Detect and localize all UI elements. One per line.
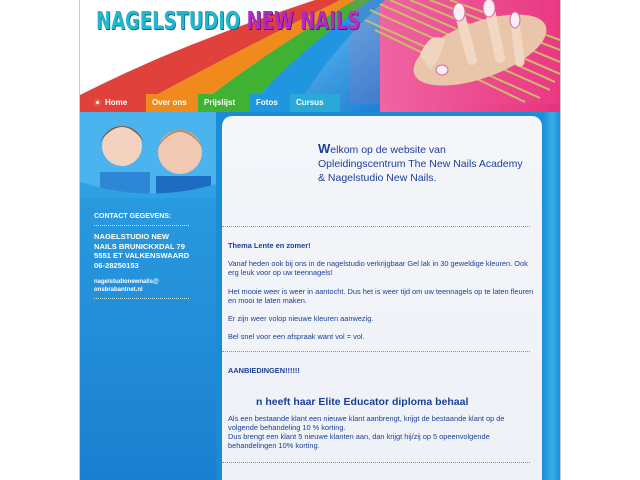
logo-text-nagelstudio: NAGELSTUDIO (96, 6, 241, 35)
nav-over-ons[interactable] (146, 94, 198, 112)
divider (222, 226, 530, 227)
phone-number: 06-28250153 (94, 260, 139, 270)
home-icon (94, 99, 101, 106)
page-container (80, 0, 560, 480)
hand-nails-photo (350, 0, 560, 104)
main-navigation (80, 94, 560, 112)
site-logo (96, 6, 360, 35)
paragraph-appointment: Bel snel voor een afspraak want vol = vol. (228, 332, 365, 341)
right-edge-decoration (542, 112, 560, 480)
divider (94, 298, 189, 299)
divider (222, 462, 530, 463)
paragraph-gel-lak: Vanaf heden ook bij ons in de nagelstudio verkrijgbaar Gel lak in 30 geweldige kleuren. Ook erg leuk voor op uw teennagels! (228, 259, 528, 277)
divider (94, 225, 189, 226)
theme-title: Thema Lente en zomer! (228, 241, 311, 250)
nav-fotos-label: Fotos (256, 98, 278, 107)
content-panel (222, 116, 542, 480)
sidebar-photo (80, 112, 216, 198)
nav-fotos[interactable] (250, 94, 290, 112)
paragraph-weather: Het mooie weer is weer in aantocht. Dus het is weer tijd om uw teennagels op te laten fleuren en mooi te laten maken. (228, 287, 534, 305)
nav-cursus[interactable] (290, 94, 340, 112)
divider (222, 351, 530, 352)
nav-prijslijst-label: Prijslijst (204, 98, 236, 107)
paragraph-colors: Er zijn weer volop nieuwe kleuren aanwezig. (228, 314, 374, 323)
welcome-initial: W (318, 141, 331, 156)
owners-photo (80, 112, 216, 198)
email-link[interactable]: onsbrabantnet.nl (94, 287, 143, 293)
sidebar (80, 112, 216, 480)
offer-text: Als een bestaande klant een nieuwe klant aanbrengt, krijgt de bestaande klant op de volgende behandeling 10 % korting. (228, 414, 505, 432)
nav-home-label: Home (105, 98, 128, 107)
address-line: NAGELSTUDIO NEW (94, 232, 170, 241)
email-link[interactable]: nagelstudionewnails@ (94, 279, 159, 285)
welcome-text: elkom op de website van Opleidingscentrum The New Nails Academy & Nagelstudio New Nails. (318, 144, 523, 184)
offer-text: Dus brengt een klant 5 nieuwe klanten aan, dan krijgt hij/zij op 5 opeenvolgende behandelingen 10% korting. (228, 432, 490, 450)
nav-home[interactable] (88, 94, 146, 112)
nav-cursus-label: Cursus (296, 98, 324, 107)
address-line: 5551 ET VALKENSWAARD (94, 251, 190, 260)
contact-heading: CONTACT GEGEVENS: (94, 213, 172, 220)
offers-title: AANBIEDINGEN!!!!!! (228, 366, 300, 375)
logo-text-new-nails: NEW NAILS (246, 6, 361, 35)
main-content (216, 112, 560, 480)
address-line: NAILS BRUNICKXDAL 79 (94, 241, 185, 251)
scrolling-announcement: n heeft haar Elite Educator diploma behaal (256, 396, 469, 408)
nav-over-ons-label: Over ons (152, 98, 187, 107)
contact-details (94, 212, 204, 305)
welcome-message (318, 142, 528, 185)
nav-prijslijst[interactable] (198, 94, 250, 112)
